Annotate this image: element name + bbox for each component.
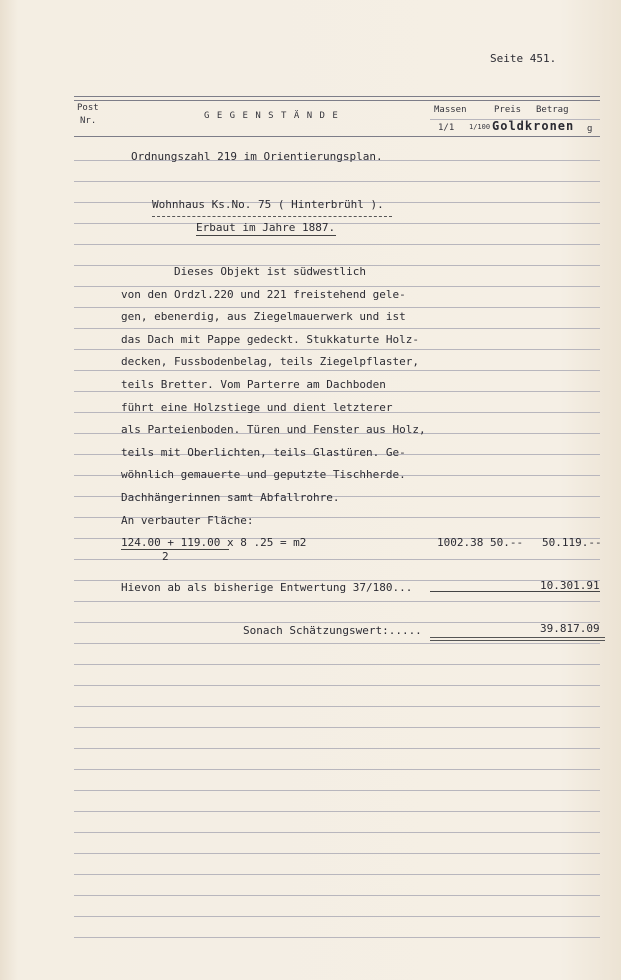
- abzug-label: Hievon ab als bisherige Entwertung 37/180...: [121, 581, 413, 594]
- ruled-line: [74, 349, 600, 350]
- gegenstaende-label: G E G E N S T Ä N D E: [204, 111, 339, 121]
- ruled-line: [74, 832, 600, 833]
- ruled-line: [74, 748, 600, 749]
- area-formula: 124.00 + 119.00 x 8 .25 = m2: [121, 536, 307, 549]
- ruled-line: [74, 559, 600, 560]
- betrag-label: Betrag: [536, 105, 569, 115]
- betrag-value: 50.119.--: [542, 536, 602, 549]
- ruled-line: [74, 895, 600, 896]
- ruled-line: [74, 664, 600, 665]
- page-value: 451.: [529, 52, 557, 65]
- ruled-line: [74, 370, 600, 371]
- ruled-line: [74, 328, 600, 329]
- description-line: von den Ordzl.220 und 221 freistehend gele-: [121, 287, 406, 301]
- description-line: teils Bretter. Vom Parterre am Dachboden: [121, 378, 386, 391]
- ruled-line: [74, 706, 600, 707]
- ruled-line: [74, 622, 600, 623]
- massen-value: 1002.38: [437, 536, 484, 549]
- description-line: wöhnlich gemauerte und geputzte Tischherde.: [121, 468, 406, 482]
- description-line: als Parteienboden. Türen und Fenster aus Holz,: [121, 423, 426, 437]
- total-double-rule: [430, 637, 605, 641]
- description-line: das Dach mit Pappe gedeckt. Stukkaturte Holz-: [121, 332, 420, 346]
- ruled-line: [74, 391, 600, 392]
- description-line: Dieses Objekt ist südwestlich: [121, 265, 367, 278]
- ruled-line: [74, 643, 600, 644]
- ruled-line: [74, 601, 600, 602]
- object-title: Wohnhaus Ks.No. 75 ( Hinterbrühl ).: [152, 198, 384, 211]
- ruled-line: [74, 874, 600, 875]
- ruled-line: [74, 811, 600, 812]
- ordnungszahl-line: Ordnungszahl 219 im Orientierungsplan.: [131, 150, 383, 163]
- ruled-line: [74, 307, 600, 308]
- page-label: Seite: [490, 52, 524, 65]
- ruled-line: [74, 244, 600, 245]
- ruled-line: [74, 790, 600, 791]
- description-line: Dachhängerinnen samt Abfallrohre.: [121, 491, 340, 504]
- sonach-value: 39.817.09: [540, 622, 600, 635]
- massen-label: Massen: [434, 105, 467, 115]
- ruled-line: [74, 769, 600, 770]
- sub-g: g: [587, 124, 593, 134]
- rule-top2: [74, 100, 600, 101]
- flaeche-label: An verbauter Fläche:: [121, 514, 254, 527]
- year-built: Erbaut im Jahre 1887.: [196, 221, 336, 234]
- page-number: [490, 52, 556, 65]
- rule-top: [74, 96, 600, 97]
- ruled-line: [74, 853, 600, 854]
- fraction-bar: [121, 549, 229, 550]
- ruled-line: [74, 685, 600, 686]
- ruled-line: [74, 937, 600, 938]
- ruled-line: [74, 916, 600, 917]
- year-underline: [196, 235, 336, 236]
- sonach-label: Sonach Schätzungswert:.....: [243, 624, 422, 637]
- ruled-line: [74, 223, 600, 224]
- nr-label: Nr.: [80, 116, 97, 126]
- description-line: decken, Fussbodenbelag, teils Ziegelpflaster,: [121, 355, 420, 369]
- sub-1-1: 1/1: [438, 123, 455, 133]
- rule-header-bottom: [74, 136, 600, 137]
- title-dashed-underline: [152, 216, 392, 217]
- ruled-line: [74, 181, 600, 182]
- preis-label: Preis: [494, 105, 522, 115]
- goldkronen-label: Goldkronen: [492, 119, 575, 133]
- description-line: gen, ebenerdig, aus Ziegelmauerwerk und ist: [121, 310, 406, 324]
- preis-value: 50.--: [490, 536, 524, 549]
- ruled-line: [74, 727, 600, 728]
- divisor: 2: [162, 550, 169, 563]
- description-line: führt eine Holzstiege und dient letzterer: [121, 400, 393, 414]
- description-line: teils mit Oberlichten, teils Glastüren. Ge-: [121, 445, 406, 459]
- abzug-value: 10.301.91: [540, 579, 600, 592]
- post-label: Post: [77, 103, 99, 113]
- sub-1-100: 1/100: [469, 123, 491, 131]
